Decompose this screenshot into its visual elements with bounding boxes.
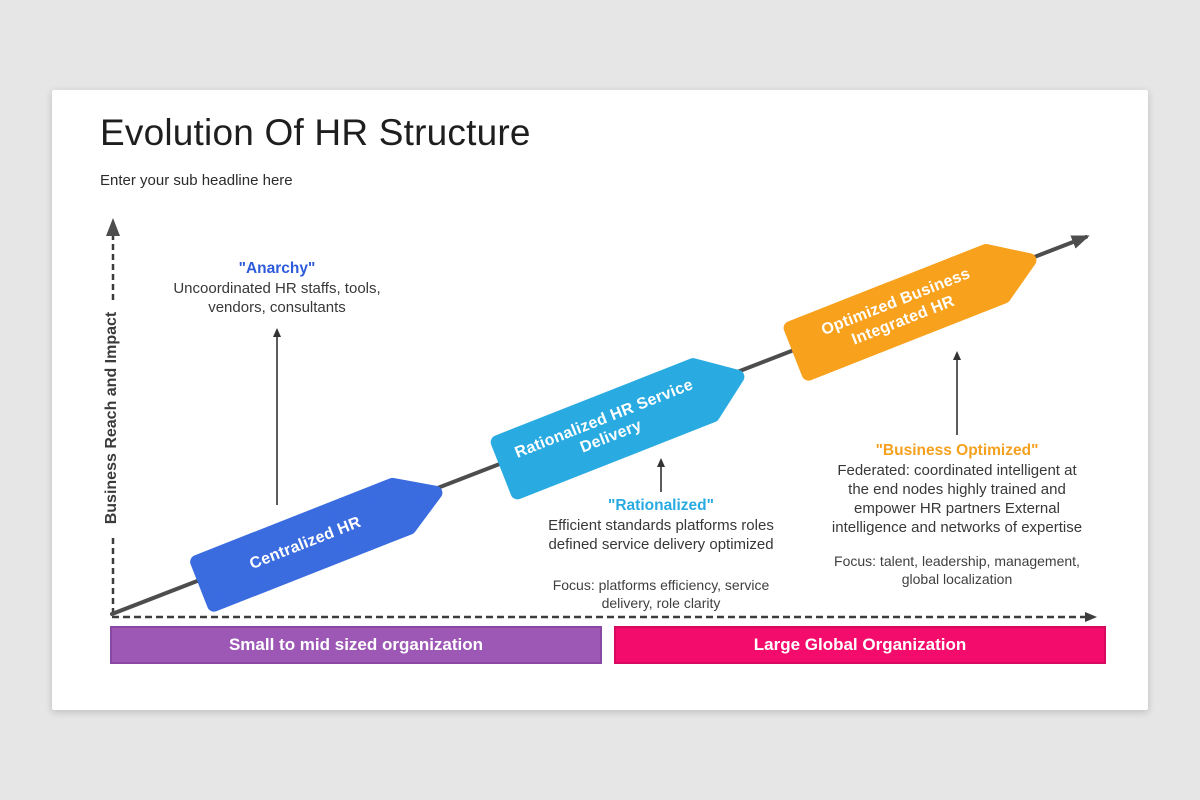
annotation-business-optimized [829,442,1085,588]
annotation-focus: Focus: talent, leadership, management, global localization [834,552,1080,587]
annotation-body: Uncoordinated HR staffs, tools, vendors, consultants [173,280,381,316]
annotation-rationalized [532,497,790,612]
annotation-heading: "Rationalized" [608,497,714,514]
slide-subtitle: Enter your sub headline here [100,172,293,189]
annotation-body: Efficient standards platforms roles defined service delivery optimized [548,517,774,553]
annotation-anarchy [154,260,400,318]
annotation-heading: "Anarchy" [238,260,316,277]
org-size-bar-large-global [614,626,1106,664]
stage-banner-label: Rationalized HR Service Delivery [512,376,696,462]
annotation-focus: Focus: platforms efficiency, service delivery, role clarity [552,576,770,611]
org-size-bar-label: Small to mid sized organization [228,635,484,654]
annotation-heading: "Business Optimized" [875,442,1039,459]
y-axis-label: Business Reach and Impact [103,311,120,525]
slide-title: Evolution Of HR Structure [100,112,531,153]
stage-banner-label: Centralized HR [247,514,364,574]
org-size-bar-small-mid [110,626,602,664]
org-size-bar-label: Large Global Organization [753,635,967,654]
stage-banner-label: Optimized Business Integrated HR [819,265,973,349]
slide-canvas [52,90,1148,710]
annotation-body: Federated: coordinated intelligent at the end nodes highly trained and empower HR partners External intelligence and networks of expertise [831,462,1083,536]
